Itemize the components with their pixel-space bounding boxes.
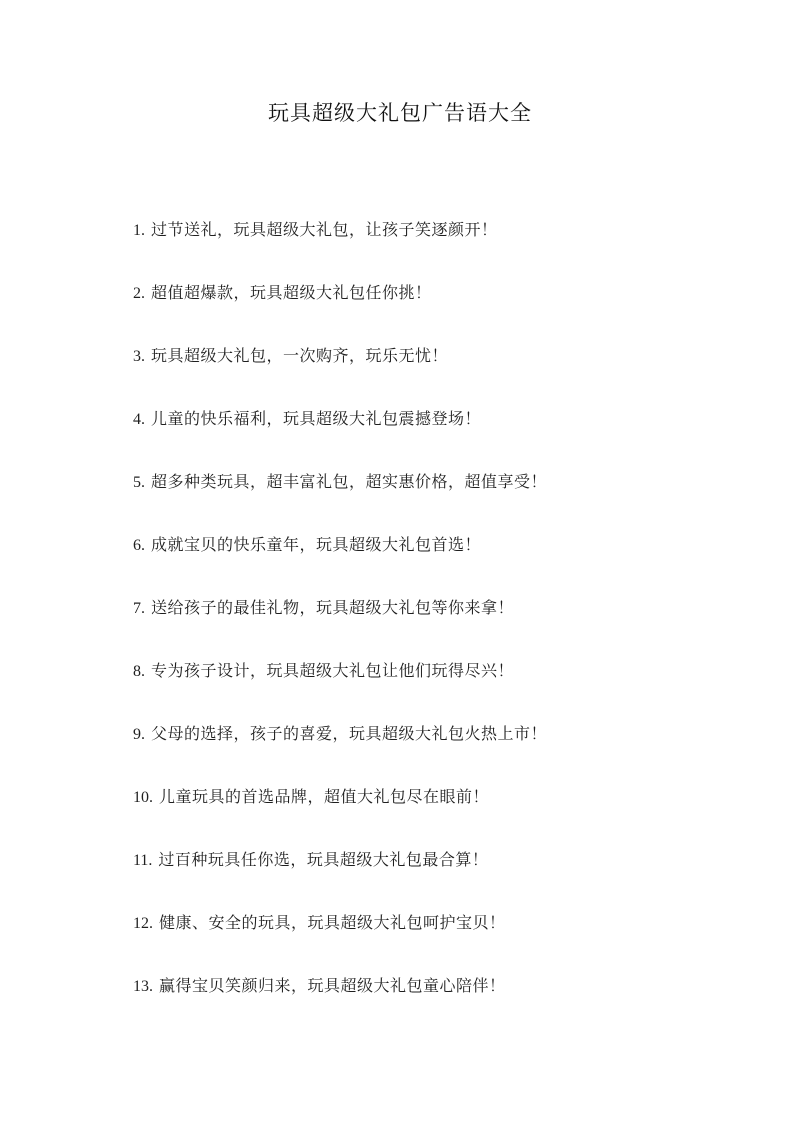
list-item <box>133 909 753 972</box>
list-item <box>133 972 753 1035</box>
item-number: 1. <box>133 222 145 239</box>
item-number: 12. <box>133 915 153 932</box>
item-number: 3. <box>133 348 145 365</box>
item-number: 2. <box>133 285 145 302</box>
item-number: 4. <box>133 411 145 428</box>
item-text: 超多种类玩具，超丰富礼包，超实惠价格，超值享受！ <box>151 472 548 491</box>
slogan-list <box>133 216 753 1035</box>
item-text: 成就宝贝的快乐童年，玩具超级大礼包首选！ <box>151 535 482 554</box>
item-text: 专为孩子设计，玩具超级大礼包让他们玩得尽兴！ <box>151 661 515 680</box>
item-text: 玩具超级大礼包，一次购齐，玩乐无忧！ <box>151 346 449 365</box>
list-item <box>133 405 753 468</box>
list-item <box>133 657 753 720</box>
list-item <box>133 531 753 594</box>
list-item <box>133 594 753 657</box>
item-text: 过百种玩具任你选，玩具超级大礼包最合算！ <box>158 850 489 869</box>
document-title: 玩具超级大礼包广告语大全 <box>268 101 532 125</box>
item-number: 10. <box>133 789 153 806</box>
item-text: 儿童玩具的首选品牌，超值大礼包尽在眼前！ <box>159 787 490 806</box>
list-item <box>133 342 753 405</box>
item-number: 6. <box>133 537 145 554</box>
item-number: 7. <box>133 600 145 617</box>
list-item <box>133 783 753 846</box>
item-number: 5. <box>133 474 145 491</box>
item-number: 9. <box>133 726 145 743</box>
list-item <box>133 279 753 342</box>
list-item <box>133 216 753 279</box>
item-text: 儿童的快乐福利，玩具超级大礼包震撼登场！ <box>151 409 482 428</box>
item-text: 过节送礼，玩具超级大礼包，让孩子笑逐颜开！ <box>151 220 498 239</box>
list-item <box>133 720 753 783</box>
item-text: 超值超爆款，玩具超级大礼包任你挑！ <box>151 283 432 302</box>
item-text: 送给孩子的最佳礼物，玩具超级大礼包等你来拿！ <box>151 598 515 617</box>
item-text: 赢得宝贝笑颜归来，玩具超级大礼包童心陪伴！ <box>159 976 506 995</box>
item-text: 父母的选择，孩子的喜爱，玩具超级大礼包火热上市！ <box>151 724 548 743</box>
list-item <box>133 846 753 909</box>
item-text: 健康、安全的玩具，玩具超级大礼包呵护宝贝！ <box>159 913 506 932</box>
list-item <box>133 468 753 531</box>
item-number: 13. <box>133 978 153 995</box>
item-number: 8. <box>133 663 145 680</box>
item-number: 11. <box>133 852 153 869</box>
